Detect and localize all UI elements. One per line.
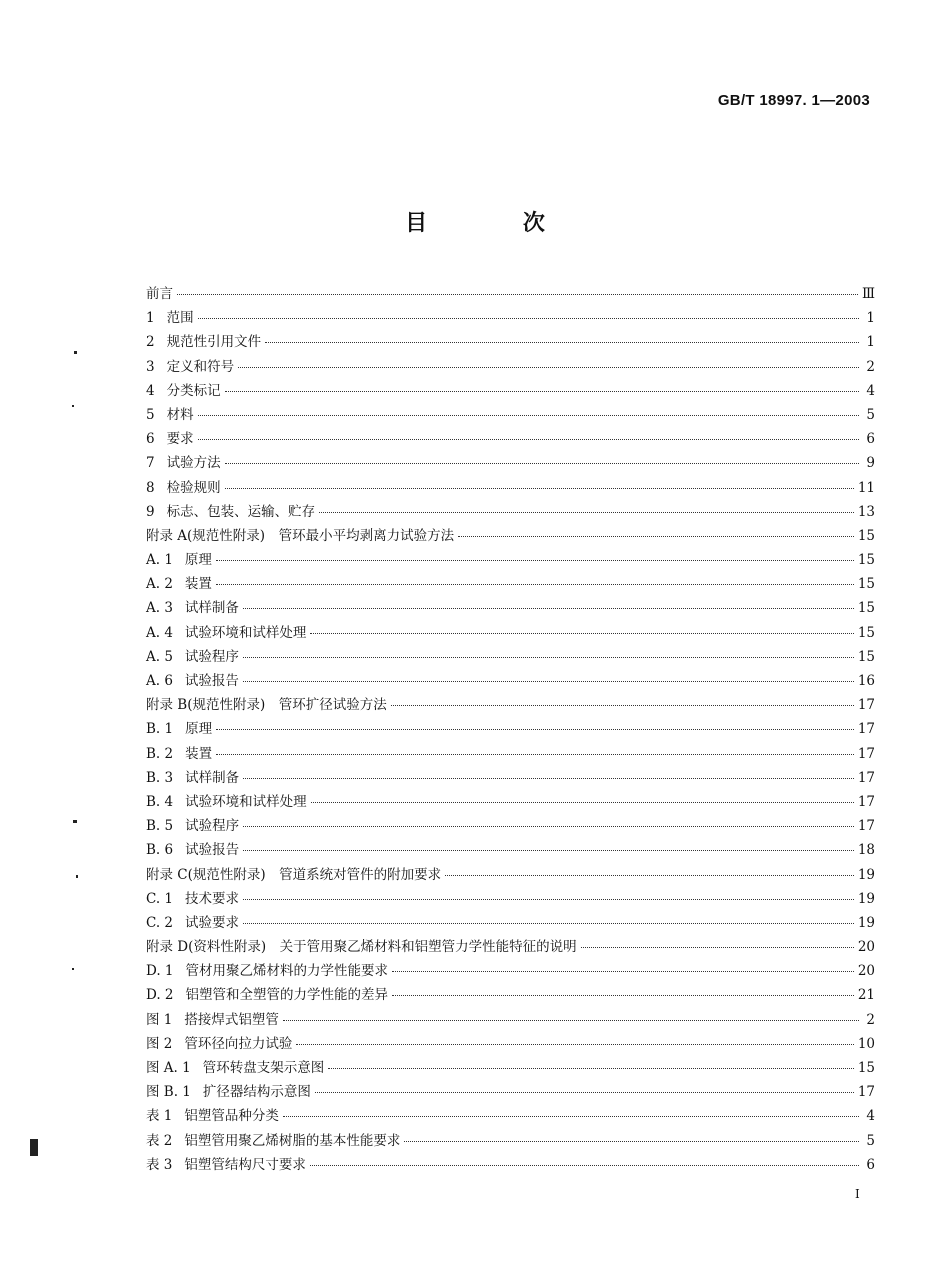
- toc-label: [146, 959, 388, 979]
- toc-number: 图 B. 1: [146, 1084, 191, 1101]
- toc-page-number: 1: [866, 310, 875, 327]
- toc-entry: [146, 669, 875, 693]
- table-of-contents: [146, 282, 875, 1177]
- toc-number: B. 4: [146, 793, 174, 810]
- dot-leader: [404, 1141, 859, 1142]
- toc-title: 铝塑管品种分类: [184, 1108, 279, 1125]
- toc-label: [146, 330, 261, 350]
- toc-number: D. 2: [146, 987, 174, 1004]
- toc-title: 原理: [184, 552, 212, 569]
- toc-entry: [146, 451, 875, 475]
- toc-entry: [146, 1153, 875, 1177]
- toc-entry: [146, 645, 875, 669]
- toc-page-number: 15: [857, 1060, 875, 1076]
- toc-label: [146, 1080, 311, 1100]
- toc-page-number: 20: [857, 939, 875, 956]
- dot-leader: [216, 584, 854, 585]
- toc-number: B. 3: [146, 769, 174, 786]
- toc-entry: [146, 887, 875, 911]
- scan-speck: [72, 968, 74, 970]
- toc-number: A. 1: [146, 552, 173, 569]
- toc-page-number: 20: [857, 963, 875, 980]
- dot-leader: [216, 754, 854, 755]
- toc-number: 表 3: [146, 1156, 173, 1173]
- toc-page-number: 10: [857, 1035, 875, 1052]
- toc-entry: [146, 306, 875, 330]
- toc-label: [146, 403, 194, 423]
- toc-title: 管环转盘支架示意图: [202, 1060, 325, 1076]
- toc-entry: [146, 911, 875, 935]
- toc-title: 材料: [166, 406, 194, 423]
- toc-entry: [146, 1032, 875, 1056]
- toc-label: [146, 572, 212, 592]
- toc-title: 附录 C(规范性附录) 管道系统对管件的附加要求: [146, 866, 442, 883]
- scan-speck: [72, 405, 74, 407]
- dot-leader: [392, 971, 854, 972]
- toc-number: 2: [146, 334, 155, 351]
- toc-entry: [146, 596, 875, 620]
- toc-title: 铝塑管结构尺寸要求: [184, 1156, 306, 1173]
- toc-number: B. 2: [146, 745, 174, 762]
- toc-page-number: 15: [857, 648, 875, 665]
- toc-page-number: 17: [857, 769, 875, 786]
- toc-entry: [146, 742, 875, 766]
- toc-entry: [146, 500, 875, 524]
- dot-leader: [319, 512, 854, 513]
- toc-entry: [146, 476, 875, 500]
- toc-page-number: 17: [857, 697, 875, 714]
- dot-leader: [243, 657, 854, 658]
- toc-title: 附录 B(规范性附录) 管环扩径试验方法: [146, 697, 387, 714]
- toc-entry: [146, 282, 875, 306]
- toc-entry: [146, 1008, 875, 1032]
- toc-number: 3: [146, 358, 155, 375]
- toc-title: 试验程序: [185, 818, 240, 835]
- toc-label: [146, 548, 212, 568]
- toc-title: 试验要求: [185, 914, 240, 931]
- toc-page-number: 15: [857, 624, 875, 641]
- dot-leader: [283, 1116, 859, 1117]
- toc-page-number: 18: [857, 842, 875, 859]
- dot-leader: [445, 875, 854, 876]
- toc-number: A. 4: [146, 624, 173, 641]
- toc-label: [146, 1104, 279, 1124]
- toc-label: [146, 1032, 292, 1052]
- dot-leader: [391, 705, 854, 706]
- toc-number: B. 6: [146, 842, 174, 859]
- dot-leader: [315, 1092, 854, 1093]
- toc-page-number: 17: [857, 818, 875, 835]
- dot-leader: [243, 899, 854, 900]
- toc-title: 试验报告: [184, 673, 239, 689]
- toc-number: C. 1: [146, 890, 174, 907]
- toc-entry: [146, 814, 875, 838]
- toc-entry: [146, 572, 875, 596]
- toc-title: 标志、包装、运输、贮存: [166, 503, 316, 520]
- toc-number: D. 1: [146, 963, 174, 980]
- toc-label: [146, 814, 239, 834]
- toc-title: 试样制备: [185, 769, 240, 786]
- standard-code: GB/T 18997. 1—2003: [717, 92, 870, 109]
- toc-title: 技术要求: [185, 890, 240, 907]
- dot-leader: [392, 995, 854, 996]
- toc-label: [146, 863, 441, 883]
- toc-page-number: 17: [857, 793, 875, 810]
- toc-number: 图 1: [146, 1011, 173, 1028]
- dot-leader: [238, 367, 859, 368]
- toc-page-number: 15: [857, 576, 875, 593]
- toc-title: 范围: [166, 310, 194, 327]
- toc-page-number: 1: [866, 334, 875, 351]
- toc-label: [146, 983, 388, 1003]
- toc-title: 铝塑管用聚乙烯树脂的基本性能要求: [184, 1132, 401, 1149]
- toc-label: [146, 693, 387, 713]
- toc-page-number: 17: [857, 1084, 875, 1101]
- toc-entry: [146, 790, 875, 814]
- toc-title: 试验环境和试样处理: [184, 624, 307, 641]
- dot-leader: [225, 488, 854, 489]
- toc-title: 装置: [184, 576, 212, 593]
- dot-leader: [243, 778, 854, 779]
- toc-entry: [146, 766, 875, 790]
- dot-leader: [177, 294, 858, 295]
- scan-speck: [76, 875, 78, 878]
- page-title: 目 次: [405, 210, 589, 236]
- toc-entry: [146, 959, 875, 983]
- toc-page-number: 9: [866, 455, 875, 472]
- toc-number: 表 2: [146, 1132, 173, 1149]
- dot-leader: [198, 318, 859, 319]
- dot-leader: [216, 560, 854, 561]
- toc-label: [146, 621, 306, 641]
- toc-entry: [146, 403, 875, 427]
- toc-label: [146, 717, 212, 737]
- dot-leader: [283, 1020, 859, 1021]
- dot-leader: [198, 439, 859, 440]
- toc-title: 试验程序: [184, 648, 239, 665]
- dot-leader: [216, 729, 854, 730]
- toc-label: [146, 596, 239, 616]
- toc-number: A. 5: [146, 648, 173, 665]
- toc-page-number: 15: [857, 600, 875, 617]
- toc-page-number: 19: [857, 914, 875, 931]
- toc-page-number: 4: [866, 382, 875, 399]
- toc-title: 试样制备: [184, 600, 239, 617]
- toc-page-number: 15: [857, 527, 875, 544]
- toc-label: [146, 645, 239, 665]
- toc-page-number: 15: [857, 552, 875, 569]
- dot-leader: [328, 1068, 854, 1069]
- toc-label: [146, 1008, 279, 1028]
- toc-label: [146, 669, 239, 689]
- toc-entry: [146, 693, 875, 717]
- toc-entry: [146, 524, 875, 548]
- toc-entry: [146, 1129, 875, 1153]
- toc-entry: [146, 330, 875, 354]
- dot-leader: [243, 681, 854, 682]
- toc-label: [146, 524, 454, 544]
- toc-entry: [146, 621, 875, 645]
- toc-entry: [146, 983, 875, 1007]
- toc-label: [146, 306, 194, 326]
- dot-leader: [310, 1165, 859, 1166]
- toc-page-number: 16: [857, 673, 875, 689]
- dot-leader: [311, 802, 854, 803]
- toc-label: [146, 935, 577, 955]
- dot-leader: [243, 608, 854, 609]
- toc-title: 装置: [185, 745, 213, 762]
- toc-number: 1: [146, 310, 155, 327]
- toc-page-number: 21: [857, 987, 875, 1004]
- toc-number: A. 3: [146, 600, 173, 617]
- toc-label: [146, 790, 307, 810]
- toc-page-number: 5: [866, 1132, 875, 1149]
- toc-number: 4: [146, 382, 155, 399]
- dot-leader: [198, 415, 859, 416]
- toc-page-number: 2: [866, 358, 875, 375]
- toc-title: 试验方法: [166, 455, 221, 472]
- toc-number: B. 1: [146, 721, 174, 738]
- scan-speck: [30, 1139, 38, 1156]
- toc-page-number: 6: [866, 1156, 875, 1173]
- toc-title: 搭接焊式铝塑管: [184, 1011, 279, 1028]
- toc-title: 扩径器结构示意图: [202, 1084, 311, 1101]
- toc-label: [146, 1129, 400, 1149]
- toc-page-number: 19: [857, 866, 875, 883]
- toc-title: 管环径向拉力试验: [184, 1035, 293, 1052]
- toc-number: 表 1: [146, 1108, 173, 1125]
- toc-title: 分类标记: [166, 382, 221, 399]
- toc-page-number: 11: [857, 479, 875, 496]
- toc-label: [146, 1056, 324, 1076]
- toc-number: 8: [146, 479, 155, 496]
- toc-label: [146, 282, 173, 302]
- page-number: I: [855, 1187, 860, 1201]
- toc-title: 检验规则: [166, 479, 221, 496]
- toc-page-number: 4: [866, 1108, 875, 1125]
- toc-number: C. 2: [146, 914, 174, 931]
- toc-label: [146, 766, 239, 786]
- toc-title: 管材用聚乙烯材料的力学性能要求: [185, 963, 389, 980]
- toc-number: 5: [146, 406, 155, 423]
- toc-title: 定义和符号: [166, 358, 235, 375]
- toc-page-number: 17: [857, 745, 875, 762]
- toc-number: 7: [146, 455, 155, 472]
- scan-speck: [73, 820, 77, 823]
- toc-number: 图 2: [146, 1035, 173, 1052]
- toc-label: [146, 379, 221, 399]
- toc-entry: [146, 935, 875, 959]
- toc-page-number: 19: [857, 890, 875, 907]
- toc-label: [146, 476, 221, 496]
- toc-title: 附录 D(资料性附录) 关于管用聚乙烯材料和铝塑管力学性能特征的说明: [146, 939, 577, 956]
- toc-page-number: Ⅲ: [861, 286, 875, 302]
- toc-label: [146, 742, 212, 762]
- toc-entry: [146, 717, 875, 741]
- toc-entry: [146, 355, 875, 379]
- dot-leader: [458, 536, 854, 537]
- scan-speck: [74, 351, 77, 354]
- toc-number: A. 2: [146, 576, 173, 593]
- toc-title: 规范性引用文件: [166, 334, 262, 351]
- toc-number: 9: [146, 503, 155, 520]
- toc-label: [146, 427, 194, 447]
- toc-number: 6: [146, 431, 155, 448]
- toc-page-number: 2: [866, 1011, 875, 1028]
- dot-leader: [225, 391, 859, 392]
- toc-title: 要求: [166, 431, 194, 448]
- toc-label: [146, 1153, 306, 1173]
- dot-leader: [265, 342, 859, 343]
- toc-page-number: 13: [857, 503, 875, 520]
- toc-page-number: 17: [857, 721, 875, 738]
- toc-title: 前言: [146, 286, 173, 302]
- toc-label: [146, 355, 234, 375]
- toc-label: [146, 500, 315, 520]
- toc-label: [146, 887, 239, 907]
- dot-leader: [243, 923, 854, 924]
- dot-leader: [225, 463, 859, 464]
- toc-entry: [146, 863, 875, 887]
- toc-title: 铝塑管和全塑管的力学性能的差异: [185, 987, 389, 1004]
- toc-label: [146, 838, 239, 858]
- toc-title: 试验报告: [185, 842, 240, 859]
- toc-entry: [146, 1080, 875, 1104]
- dot-leader: [243, 826, 854, 827]
- toc-label: [146, 451, 221, 471]
- toc-entry: [146, 1104, 875, 1128]
- toc-page-number: 6: [866, 431, 875, 448]
- dot-leader: [296, 1044, 853, 1045]
- toc-entry: [146, 379, 875, 403]
- toc-number: A. 6: [146, 673, 173, 689]
- toc-title: 附录 A(规范性附录) 管环最小平均剥离力试验方法: [146, 527, 455, 544]
- toc-number: 图 A. 1: [146, 1060, 191, 1076]
- toc-entry: [146, 427, 875, 451]
- toc-entry: [146, 838, 875, 862]
- dot-leader: [310, 633, 853, 634]
- toc-label: [146, 911, 239, 931]
- toc-entry: [146, 1056, 875, 1080]
- dot-leader: [581, 947, 854, 948]
- toc-title: 试验环境和试样处理: [185, 793, 307, 810]
- dot-leader: [243, 850, 854, 851]
- toc-entry: [146, 548, 875, 572]
- toc-number: B. 5: [146, 818, 174, 835]
- toc-page-number: 5: [866, 406, 875, 423]
- toc-title: 原理: [185, 721, 213, 738]
